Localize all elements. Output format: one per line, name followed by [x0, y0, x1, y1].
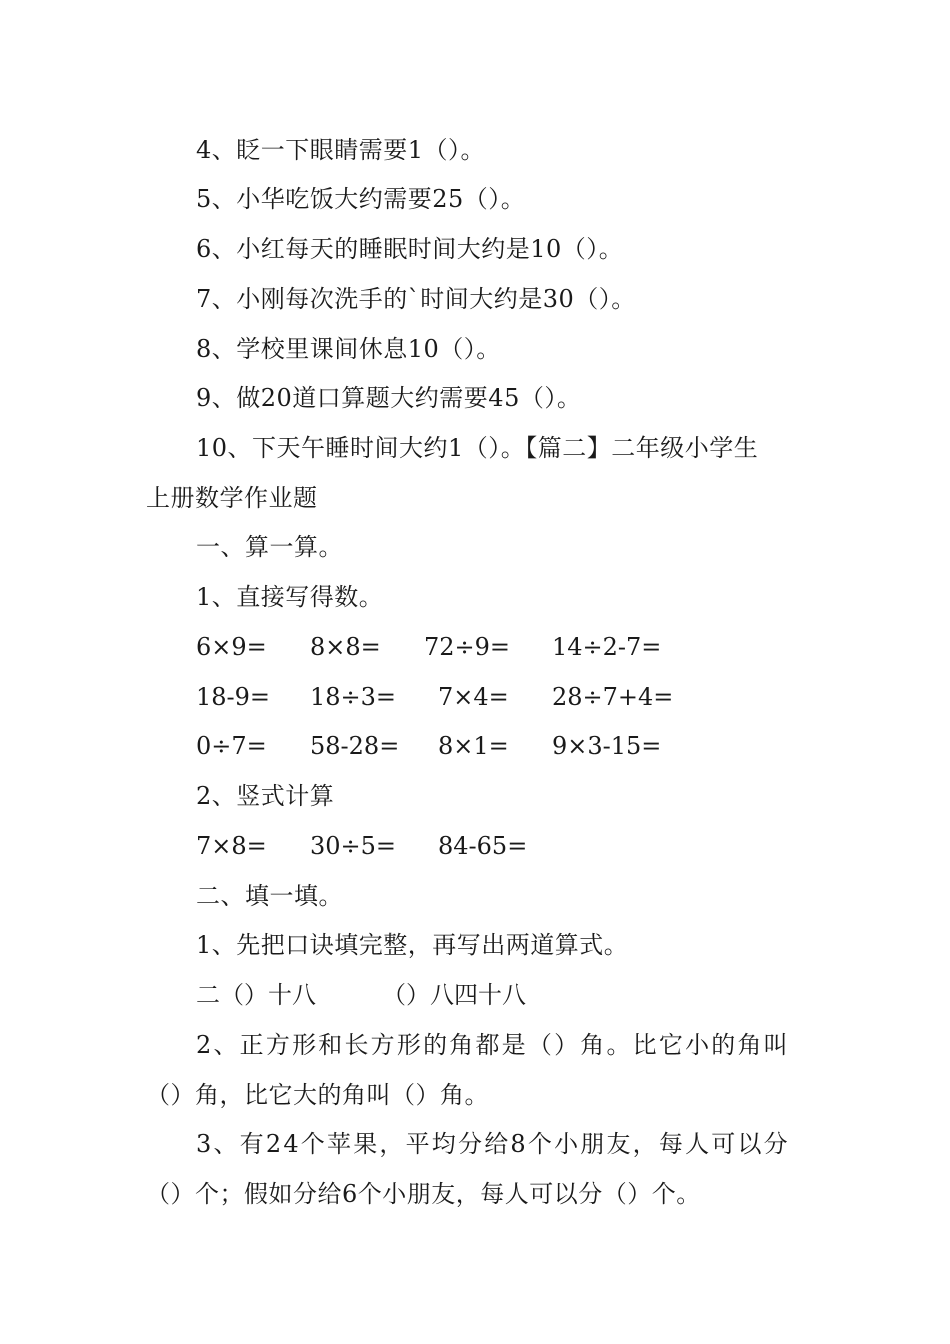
- calc-item: 58-28=: [310, 732, 400, 760]
- calc-item: 0÷7=: [196, 732, 267, 760]
- question-5: 5、小华吃饭大约需要25（）。: [196, 185, 526, 213]
- fill-question-2-line-2: （）角，比它大的角叫（）角。: [146, 1081, 489, 1109]
- kouque-item: （）八四十八: [382, 981, 526, 1009]
- question-9: 9、做20道口算题大约需要45（）。: [196, 384, 582, 412]
- question-4: 4、眨一下眼睛需要1（）。: [196, 136, 486, 164]
- calc-item: 7×8=: [196, 832, 267, 860]
- kouque-item: 二（）十八: [196, 981, 316, 1009]
- calc-item: 6×9=: [196, 633, 267, 661]
- fill-question-2-line-1: 2、正方形和长方形的角都是（）角。比它小的角叫: [196, 1031, 790, 1059]
- calc-item: 8×1=: [438, 732, 509, 760]
- question-7: 7、小刚每次洗手的`时间大约是30（）。: [196, 285, 636, 313]
- calc-item: 9×3-15=: [552, 732, 662, 760]
- calc-item: 28÷7+4=: [552, 683, 674, 711]
- calc-item: 72÷9=: [424, 633, 511, 661]
- question-6: 6、小红每天的睡眠时间大约是10（）。: [196, 235, 624, 263]
- subheading-direct-calc: 1、直接写得数。: [196, 583, 384, 611]
- calc-item: 30÷5=: [310, 832, 397, 860]
- calc-item: 18-9=: [196, 683, 271, 711]
- section-heading-fill: 二、填一填。: [196, 882, 343, 910]
- subheading-vertical-calc: 2、竖式计算: [196, 782, 335, 810]
- calc-item: 84-65=: [438, 832, 528, 860]
- calc-item: 14÷2-7=: [552, 633, 662, 661]
- fill-question-3-line-1: 3、有24个苹果，平均分给8个小朋友，每人可以分: [196, 1130, 790, 1158]
- question-8: 8、学校里课间休息10（）。: [196, 335, 501, 363]
- calc-item: 8×8=: [310, 633, 381, 661]
- calc-item: 18÷3=: [310, 683, 397, 711]
- fill-question-3-line-2: （）个；假如分给6个小朋友，每人可以分（）个。: [146, 1180, 701, 1208]
- fill-question-1: 1、先把口诀填完整，再写出两道算式。: [196, 931, 629, 959]
- question-10-line-1: 10、下天午睡时间大约1（）。【篇二】二年级小学生: [196, 434, 759, 462]
- section-heading-calculate: 一、算一算。: [196, 533, 343, 561]
- calc-item: 7×4=: [438, 683, 509, 711]
- question-10-line-2: 上册数学作业题: [146, 484, 318, 512]
